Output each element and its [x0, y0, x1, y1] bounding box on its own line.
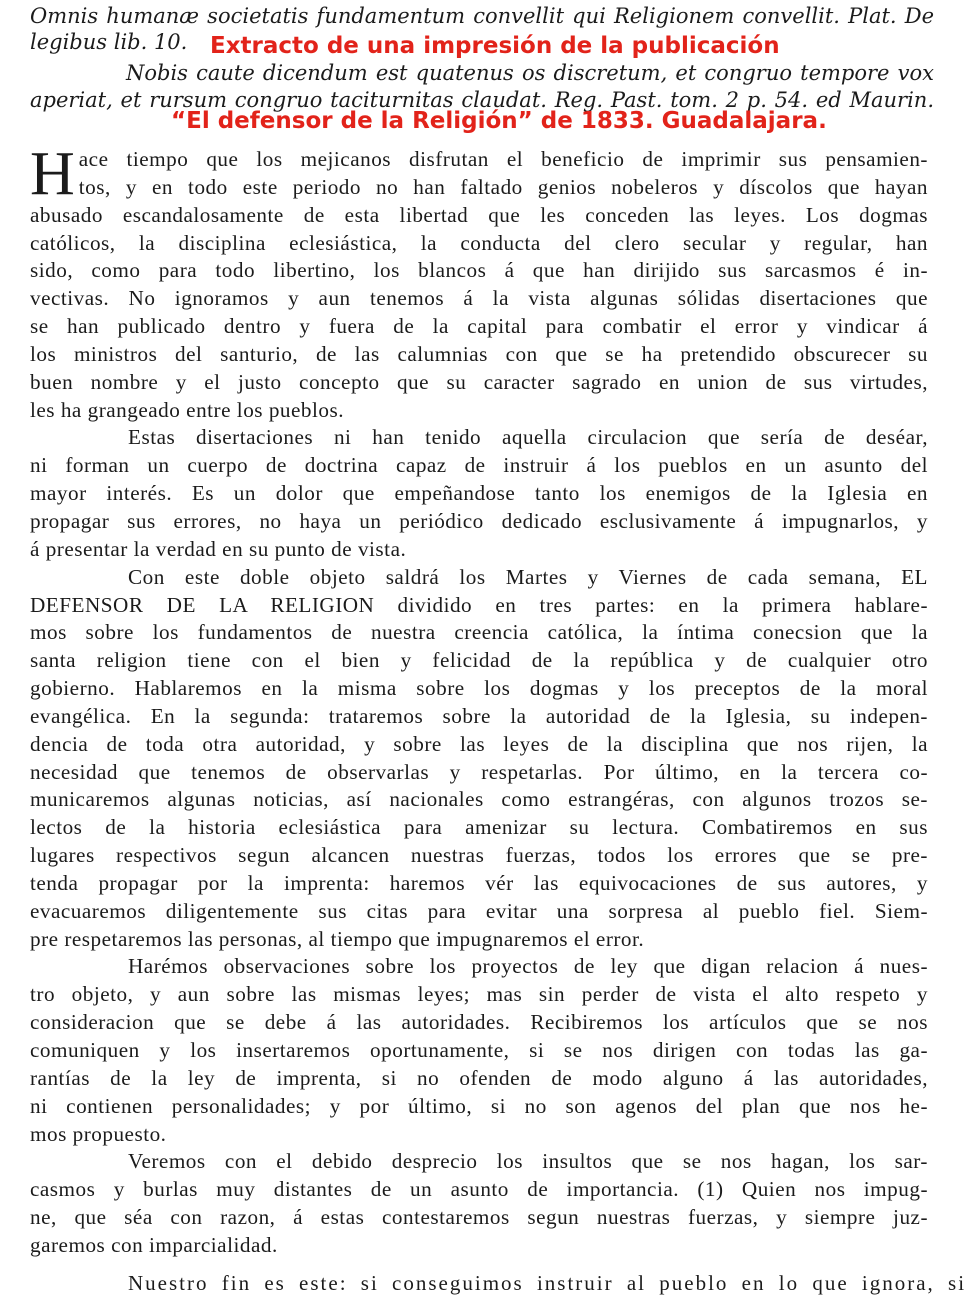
text-line: tos, y en todo este periodo no han faltado genios nobeleros y díscolos que hayan: [78, 174, 928, 199]
text-line: evangélica. En la segunda: trataremos sobre la autoridad de la Iglesia, su indepen-: [30, 703, 928, 728]
text-line: se han publicado dentro y fuera de la capital para combatir el error y vindicar á: [30, 314, 928, 339]
epigraph-line: legibus lib. 10.: [30, 30, 188, 54]
text-line: les ha grangeado entre los pueblos.: [30, 397, 345, 422]
text-line: gobierno. Hablaremos en la misma sobre los dogmas y los preceptos de la moral: [30, 676, 928, 701]
text-line: dencia de toda otra autoridad, y sobre las leyes de la disciplina que nos rijen, la: [30, 731, 928, 756]
text-line: mos propuesto.: [30, 1121, 167, 1146]
text-line: lectos de la historia eclesiástica para amenizar su lectura. Combatiremos en sus: [30, 815, 928, 840]
text-line: ne, que séa con razon, á estas contestaremos segun nuestras fuerzas, y siempre juz-: [30, 1205, 928, 1230]
epigraph-line: Omnis humanæ societatis fundamentum convellit qui Religionem convellit. Plat. De: [30, 4, 934, 28]
annotation-overlay-line2: “El defensor de la Religión” de 1833. Guadalajara.: [171, 108, 827, 134]
article-body: [30, 140, 928, 1260]
annotation-overlay-line1: Extracto de una impresión de la publicación: [210, 33, 780, 59]
text-line: mos sobre los fundamentos de nuestra creencia católica, la íntima conecsion que la: [30, 620, 928, 645]
text-line: DEFENSOR DE LA RELIGION dividido en tres partes: en la primera hablare-: [30, 592, 928, 617]
text-line: católicos, la disciplina eclesiástica, la conducta del clero secular y regular, han: [30, 230, 928, 255]
epigraph-line: aperiat, et rursum congruo taciturnitas claudat. Reg. Past. tom. 2 p. 54. ed Maurin.: [30, 88, 934, 112]
text-line: casmos y burlas muy distantes de un asunto de importancia. (1) Quien nos impug-: [30, 1177, 928, 1202]
text-line: comuniquen y los insertaremos oportunamente, si se nos dirigen con todas las ga-: [30, 1038, 928, 1062]
text-line: pre respetaremos las personas, al tiempo que impugnaremos el error.: [30, 926, 645, 951]
text-line: ni contienen personalidades; y por último, si no son agenos del plan que nos he-: [30, 1093, 928, 1118]
text-line: Con este doble objeto saldrá los Martes y Viernes de cada semana, EL: [128, 564, 928, 589]
text-line: buen nombre y el justo concepto que su caracter sagrado en union de sus virtudes,: [30, 369, 928, 394]
text-line: evacuaremos diligentemente sus citas para evitar una sorpresa al pueblo fiel. Siem-: [30, 898, 928, 923]
text-line: lugares respectivos segun alcancen nuestras fuerzas, todos los errores que se pre-: [30, 843, 928, 868]
text-line: municaremos algunas noticias, así nacionales como estrangéras, con algunos trozos se-: [30, 787, 928, 812]
text-line: vectivas. No ignoramos y aun tenemos á la vista algunas sólidas disertaciones que: [30, 286, 928, 311]
text-line: abusado escandalosamente de esta libertad que les conceden las leyes. Los dogmas: [30, 202, 928, 227]
text-line: Veremos con el debido desprecio los insultos que se nos hagan, los sar-: [128, 1149, 928, 1174]
text-line: Harémos observaciones sobre los proyectos de ley que digan relacion á nues-: [128, 954, 928, 979]
text-line: ni forman un cuerpo de doctrina capaz de instruir á los pueblos en un asunto del: [30, 453, 928, 478]
text-line: mayor interés. Es un dolor que empeñandose tanto los enemigos de la Iglesia en: [30, 481, 928, 506]
text-line: ace tiempo que los mejicanos disfrutan el beneficio de imprimir sus pensamien-: [78, 147, 928, 171]
text-line: santa religion tiene con el bien y felicidad de la república y de cualquier otro: [30, 648, 928, 673]
text-line: propagar sus errores, no haya un periódico dedicado esclusivamente á impugnarlos, y: [30, 508, 928, 533]
text-line: necesidad que tenemos de observarlas y respetarlas. Por último, en la tercera co-: [30, 759, 928, 784]
text-line: consideracion que se debe á las autoridades. Recibiremos los artículos que se nos: [30, 1010, 928, 1035]
text-line: garemos con imparcialidad.: [30, 1232, 278, 1257]
text-line: tenda propagar por la imprenta: haremos vér las equivocaciones de sus autores, y: [30, 870, 928, 895]
text-line: rantías de la ley de imprenta, si no ofenden de modo alguno á las autoridades,: [30, 1065, 928, 1090]
text-line: los ministros del santurio, de las calumnias con que se ha pretendido obscurecer su: [30, 341, 928, 366]
epigraph-line: Nobis caute dicendum est quatenus os discretum, et congruo tempore vox: [126, 61, 934, 85]
drop-cap: H: [30, 140, 75, 208]
text-line: sido, como para todo libertino, los blancos á que han dirijido sus sarcasmos é in-: [30, 258, 928, 283]
text-line: á presentar la verdad en su punto de vista.: [30, 536, 407, 561]
text-line: Estas disertaciones ni han tenido aquella circulacion que sería de deséar,: [128, 425, 928, 450]
cut-off-text-line: Nuestro fin es este: si conseguimos instruir al pueblo en lo que ignora, si: [128, 1271, 966, 1295]
text-line: tro objeto, y aun sobre las mismas leyes; mas sin perder de vista el alto respeto y: [30, 982, 928, 1007]
